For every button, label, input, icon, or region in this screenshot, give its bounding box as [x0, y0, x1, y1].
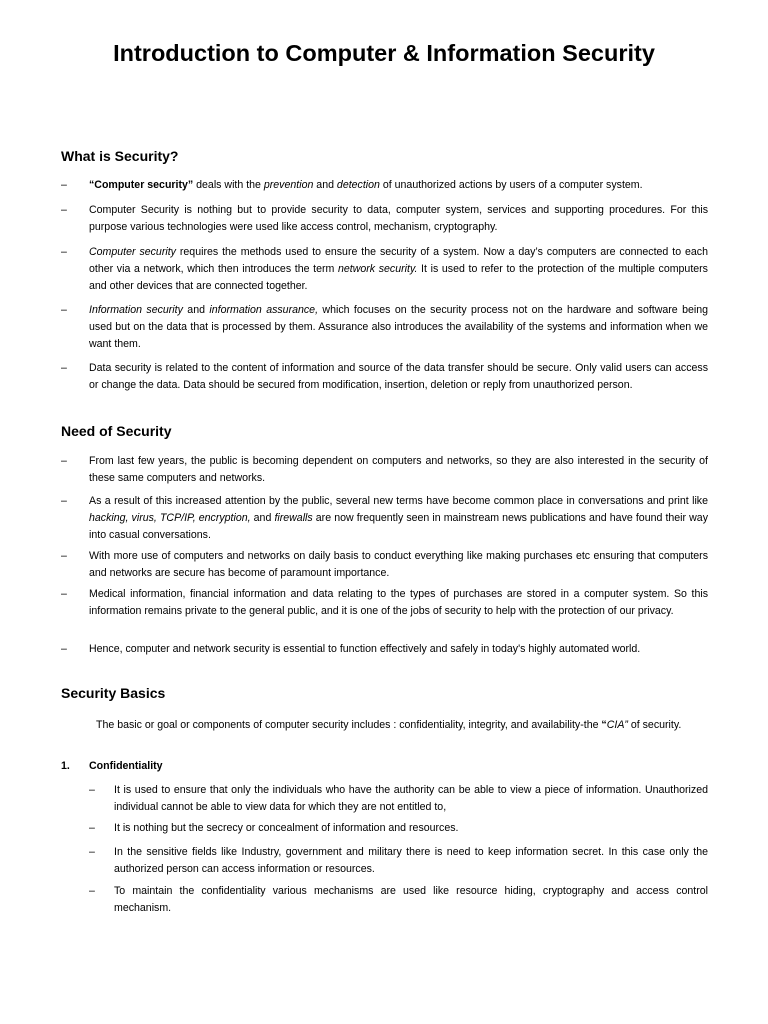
sub-list-item-text [114, 782, 708, 816]
list-item [61, 360, 708, 394]
text-run: and [250, 511, 275, 524]
list-item [61, 202, 708, 236]
list-item [61, 177, 708, 194]
text-run: are now frequently seen in mainstream news publications and have found their way into casual conversations. [89, 511, 708, 541]
text-run: “ [601, 719, 607, 731]
dash-bullet: – [89, 885, 95, 897]
list-item [61, 586, 708, 620]
list-item [61, 641, 708, 658]
list-item [61, 453, 708, 487]
text-run: network security. [338, 262, 418, 275]
sub-list-item-text [114, 844, 708, 878]
text-run: detection [336, 179, 380, 191]
dash-bullet: – [61, 179, 67, 191]
list-number: 1. [61, 760, 70, 772]
text-run: As a result of this increased attention by the public, several new terms have become common place in conversations and print like [89, 495, 708, 507]
list-item-text [89, 493, 708, 543]
dash-bullet: – [61, 204, 67, 216]
text-run: and [313, 179, 337, 191]
sub-list-item [89, 782, 708, 816]
sub-list-item-text [114, 820, 708, 837]
list-item-text [89, 641, 708, 658]
text-run: Computer Security is nothing but to provide security to data, computer system, services and supporting procedures. For this purpose various technologies were used like access control, mechanism, cryptography. [89, 204, 708, 233]
list-item-text [89, 548, 708, 582]
text-run: firewalls [274, 511, 313, 524]
text-run: Computer security [89, 246, 176, 258]
list-item-text [89, 586, 708, 620]
text-run: It is used to ensure that only the individuals who have the authority can be able to view a piece of information. Unauthorized individual cannot be able to view data for which they are not entitled to, [114, 784, 708, 813]
section-heading-what-is-security: What is Security? [61, 148, 179, 164]
text-run: prevention [263, 179, 314, 191]
dash-bullet: – [61, 455, 67, 467]
text-run: CIA” [606, 719, 628, 731]
list-item [61, 244, 708, 294]
sub-list-item [89, 883, 708, 917]
list-item-text [89, 202, 708, 236]
text-run: It is nothing but the secrecy or concealment of information and resources. [114, 822, 459, 834]
text-run: Hence, computer and network security is essential to function effectively and safely in today's highly automated world. [89, 643, 641, 655]
text-run: From last few years, the public is becoming dependent on computers and networks, so they are also interested in the security of these same computers and networks. [89, 455, 708, 484]
text-run: Data security is related to the content of information and source of the data transfer should be secure. Only valid users can access or change the data. Data should be secured from modification, insertion, deletion or reply from unauthorized person. [89, 362, 708, 391]
text-run: which focuses on the security process not on the hardware and software being used but on the data that is processed by them. Assurance also introduces the availability of the systems and information when we want them. [89, 304, 709, 350]
list-item [61, 493, 708, 543]
text-run: information assurance, [209, 304, 319, 316]
dash-bullet: – [61, 643, 67, 655]
text-run: The basic or goal or components of computer security includes : confidentiality, integrity, and availability-the [96, 719, 602, 731]
text-run: of security. [627, 719, 682, 731]
text-run: Information security [89, 304, 183, 316]
list-item-text [89, 360, 708, 394]
intro-paragraph [61, 717, 708, 734]
dash-bullet: – [61, 362, 67, 374]
page-title: Introduction to Computer & Information Security [113, 40, 655, 66]
text-run: Medical information, financial information and data relating to the types of purchases are stored in a computer system. So this information remains private to the general public, and it is one of the jobs of security to help with the protection of our privacy. [89, 588, 708, 617]
sub-list-item [89, 844, 708, 878]
list-item-text [89, 453, 708, 487]
list-item-text [89, 302, 708, 352]
text-run: “Computer security” [89, 179, 194, 191]
numbered-heading-confidentiality [61, 758, 163, 775]
text-run: In the sensitive fields like Industry, government and military there is need to keep information secret. In this case only the authorized person can access information or resources. [114, 846, 708, 875]
text-run: To maintain the confidentiality various mechanisms are used like resource hiding, cryptography and access control mechanism. [114, 885, 708, 914]
sub-list-item [89, 820, 708, 837]
list-item [61, 302, 708, 352]
text-run: hacking, virus, TCP/IP, encryption, [89, 511, 251, 524]
text-run: deals with the [193, 179, 264, 191]
dash-bullet: – [89, 846, 95, 858]
sub-list-item-text [114, 883, 708, 917]
list-item-text [89, 177, 708, 194]
dash-bullet: – [89, 822, 95, 834]
dash-bullet: – [61, 550, 67, 562]
list-item [61, 548, 708, 582]
section-heading-security-basics: Security Basics [61, 685, 166, 701]
dash-bullet: – [61, 588, 67, 600]
list-item-text [89, 244, 708, 294]
section-heading-need-of-security: Need of Security [61, 423, 172, 439]
text-run: With more use of computers and networks on daily basis to conduct everything like making purchases etc ensuring that computers and networks are secure has become of paramount importance. [89, 550, 708, 579]
text-run: and [182, 304, 210, 316]
dash-bullet: – [61, 495, 67, 507]
dash-bullet: – [61, 304, 67, 316]
text-run: requires the methods used to ensure the security of a system. Now a day’s computers are connected to each other via a network, which then introduces the term [89, 246, 708, 275]
numbered-heading-label: Confidentiality [89, 760, 163, 772]
text-run: It is used to refer to the protection of the multiple computers and other devices that are connected together. [89, 262, 708, 292]
text-run: of unauthorized actions by users of a computer system. [379, 179, 643, 191]
dash-bullet: – [61, 246, 67, 258]
dash-bullet: – [89, 784, 95, 796]
